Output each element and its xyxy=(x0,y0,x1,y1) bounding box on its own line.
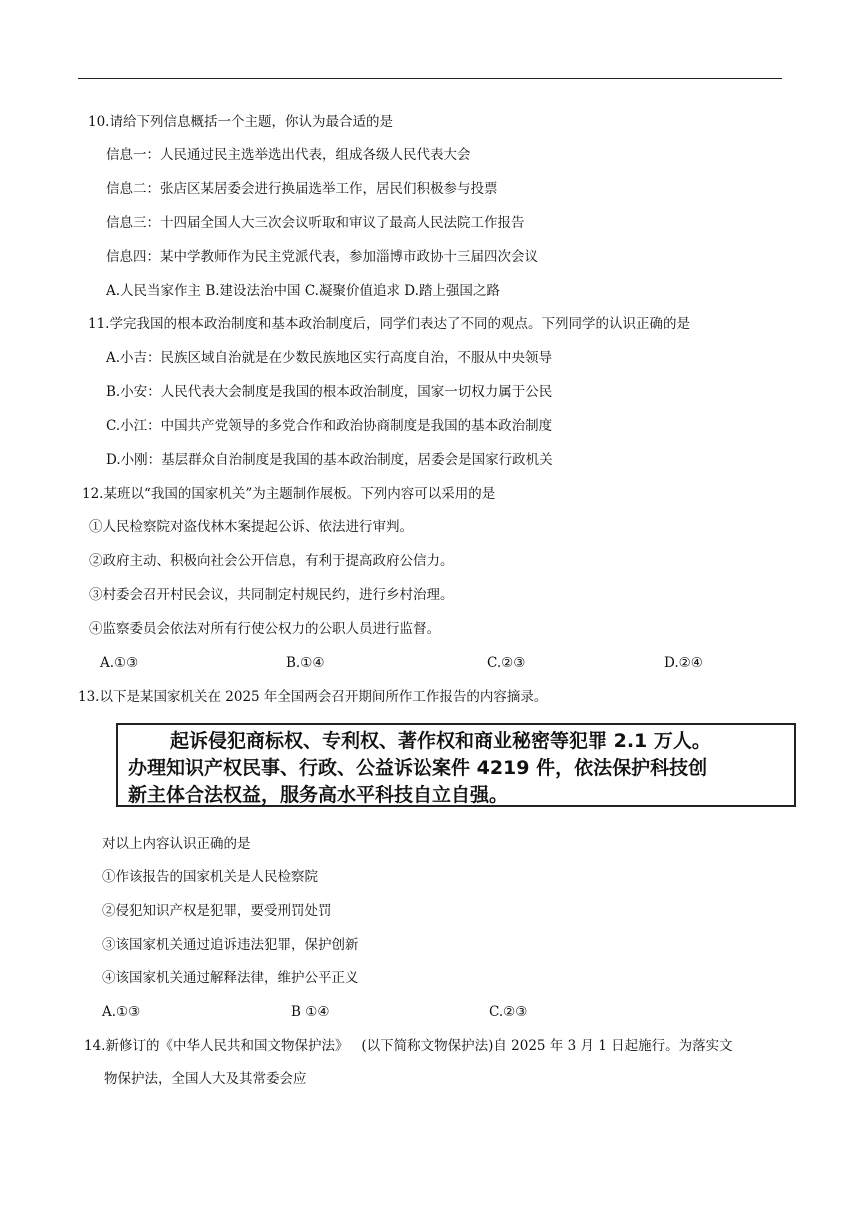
q11-option-c: C.小江：中国共产党领导的多党合作和政治协商制度是我国的基本政治制度 xyxy=(106,418,553,434)
q10-info-4: 信息四：某中学教师作为民主党派代表，参加淄博市政协十三届四次会议 xyxy=(106,249,538,265)
q12-option-b: B.①④ xyxy=(286,655,325,671)
q11-option-d: D.小刚：基层群众自治制度是我国的基本政治制度，居委会是国家行政机关 xyxy=(106,452,553,468)
q13-option-c: C.②③ xyxy=(489,1004,528,1020)
q12-item-2: ②政府主动、积极向社会公开信息，有利于提高政府公信力。 xyxy=(89,553,454,569)
q10-info-3: 信息三：十四届全国人大三次会议听取和审议了最高人民法院工作报告 xyxy=(106,215,525,231)
q13-prompt: 对以上内容认识正确的是 xyxy=(102,836,251,852)
q12-item-1: ①人民检察院对盗伐林木案提起公诉、依法进行审判。 xyxy=(89,519,413,535)
q10-stem: 10.请给下列信息概括一个主题，你认为最合适的是 xyxy=(88,114,393,130)
q13-option-a: A.①③ xyxy=(102,1004,141,1020)
q14-stem-line-1: 14.新修订的《中华人民共和国文物保护法》 (以下简称文物保护法)自 2025 年 3 月 1 日起施行。为落实文 xyxy=(84,1038,733,1054)
q14-stem-line-2: 物保护法，全国人大及其常委会应 xyxy=(104,1071,307,1087)
q11-stem: 11.学完我国的根本政治制度和基本政治制度后，同学们表达了不同的观点。下列同学的认识正确的是 xyxy=(88,316,690,332)
q13-excerpt-line-3: 新主体合法权益，服务高水平科技自立自强。 xyxy=(128,784,509,806)
q13-item-1: ①作该报告的国家机关是人民检察院 xyxy=(102,869,318,885)
q12-item-4: ④监察委员会依法对所有行使公权力的公职人员进行监督。 xyxy=(89,621,440,637)
q12-stem: 12.某班以“我国的国家机关”为主题制作展板。下列内容可以采用的是 xyxy=(82,486,496,502)
q13-item-2: ②侵犯知识产权是犯罪，要受刑罚处罚 xyxy=(102,903,332,919)
q13-excerpt-line-1: 起诉侵犯商标权、专利权、著作权和商业秘密等犯罪 2.1 万人。 xyxy=(170,730,711,752)
header-rule xyxy=(78,78,782,79)
q13-excerpt-line-2: 办理知识产权民事、行政、公益诉讼案件 4219 件，依法保护科技创 xyxy=(128,757,708,779)
q13-option-b: B ①④ xyxy=(291,1004,330,1020)
q13-item-4: ④该国家机关通过解释法律，维护公平正义 xyxy=(102,970,359,986)
q12-option-a: A.①③ xyxy=(100,655,139,671)
q12-item-3: ③村委会召开村民会议，共同制定村规民约，进行乡村治理。 xyxy=(89,587,454,603)
q12-option-c: C.②③ xyxy=(487,655,526,671)
q11-option-b: B.小安：人民代表大会制度是我国的根本政治制度，国家一切权力属于公民 xyxy=(106,384,553,400)
q13-report-excerpt-box xyxy=(116,723,796,807)
q10-options: A.人民当家作主 B.建设法治中国 C.凝聚价值追求 D.踏上强国之路 xyxy=(106,283,500,299)
q10-info-1: 信息一：人民通过民主选举选出代表，组成各级人民代表大会 xyxy=(106,147,471,163)
q11-option-a: A.小吉：民族区域自治就是在少数民族地区实行高度自治，不服从中央领导 xyxy=(106,350,553,366)
q13-item-3: ③该国家机关通过追诉违法犯罪，保护创新 xyxy=(102,937,359,953)
q10-info-2: 信息二：张店区某居委会进行换届选举工作，居民们积极参与投票 xyxy=(106,181,498,197)
q13-stem: 13.以下是某国家机关在 2025 年全国两会召开期间所作工作报告的内容摘录。 xyxy=(78,689,548,705)
q12-option-d: D.②④ xyxy=(664,655,703,671)
